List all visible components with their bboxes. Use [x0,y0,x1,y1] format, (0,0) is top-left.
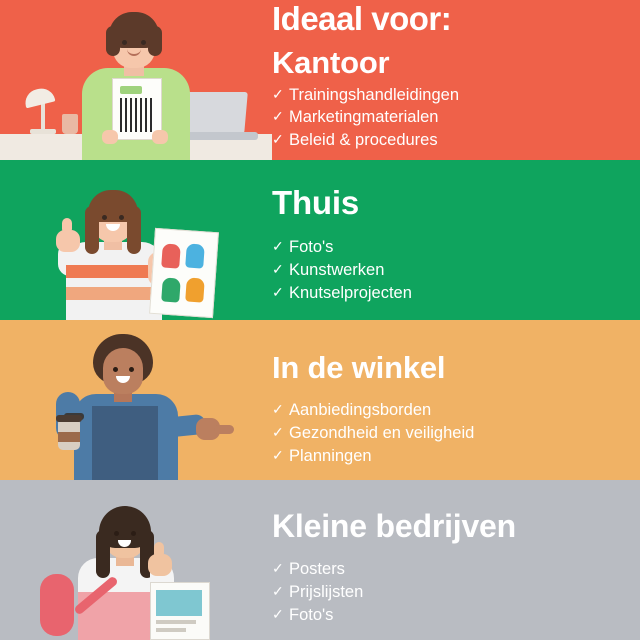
list-item-label: Gezondheid en veiligheid [289,423,475,442]
list-item-label: Posters [289,560,345,578]
list-item [272,581,640,604]
band-in-de-winkel [0,320,640,480]
check-icon: ✓ [272,85,284,102]
band-thuis [0,160,640,320]
check-icon: ✓ [272,582,284,599]
band-in-de-winkel-bullets [272,399,640,467]
list-item [272,106,640,129]
list-item-label: Beleid & procedures [289,131,438,150]
band-kantoor [0,0,640,160]
list-item [272,259,640,282]
check-icon: ✓ [272,423,284,440]
band-kantoor-text [272,0,640,160]
band-in-de-winkel-title: In de winkel [272,350,446,385]
illustration-girl-artwork [0,160,272,320]
list-item [272,445,640,468]
list-item-label: Knutselprojecten [289,283,412,302]
band-kleine-bedrijven-bullets [272,558,640,626]
list-item [272,399,640,422]
list-item-label: Trainingshandleidingen [289,85,460,104]
band-in-de-winkel-text [272,320,640,480]
band-thuis-text [272,160,640,320]
check-icon: ✓ [272,560,284,576]
illustration-shop-woman [0,320,272,480]
band-kleine-bedrijven-text [272,480,640,640]
list-item [272,422,640,445]
page-headline: Ideaal voor: [272,0,452,37]
list-item [272,236,640,259]
list-item [272,84,640,107]
band-kleine-bedrijven [0,480,640,640]
band-kleine-bedrijven-title: Kleine bedrijven [272,508,516,544]
check-icon: ✓ [272,238,284,254]
list-item [272,282,640,305]
list-item [272,558,640,581]
check-icon: ✓ [272,446,284,463]
band-thuis-bullets [272,236,640,304]
list-item [272,129,640,152]
list-item-label: Foto's [289,238,334,256]
list-item [272,604,640,627]
check-icon: ✓ [272,605,284,622]
check-icon: ✓ [272,283,284,300]
band-kantoor-bullets [272,84,640,152]
check-icon: ✓ [272,108,284,125]
check-icon: ✓ [272,260,284,277]
list-item-label: Foto's [289,605,334,624]
band-thuis-title: Thuis [272,184,359,221]
list-item-label: Marketingmaterialen [289,108,439,127]
list-item-label: Aanbiedingsborden [289,401,432,419]
illustration-office-woman [0,0,272,160]
list-item-label: Kunstwerken [289,260,385,279]
list-item-label: Planningen [289,446,372,465]
check-icon: ✓ [272,401,284,417]
band-kantoor-title: Kantoor [272,44,390,80]
list-item-label: Prijslijsten [289,582,364,601]
check-icon: ✓ [272,131,284,148]
illustration-small-business-woman [0,480,272,640]
